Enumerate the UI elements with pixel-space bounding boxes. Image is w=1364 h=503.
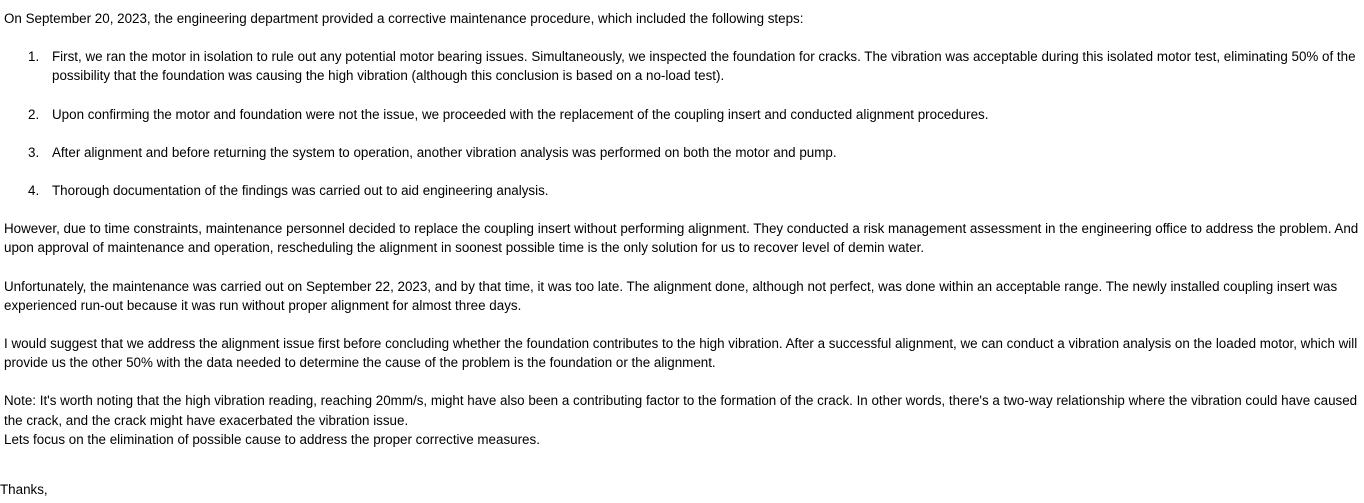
step-number: 2.: [28, 106, 40, 122]
step-text: Upon confirming the motor and foundation were not the issue, we proceeded with the replacement of the coupling insert and conducted alignment procedures.: [52, 106, 989, 122]
procedure-steps-list: [4, 47, 1360, 200]
suggestion-paragraph: I would suggest that we address the alignment issue first before concluding whether the foundation contributes to the high vibration. After a successful alignment, we can conduct a vibration analysis on the loaded motor, which will provide us the other 50% with the data needed to determine the cause of the problem is the foundation or the alignment.: [4, 336, 1358, 371]
step-text: Thorough documentation of the findings was carried out to aid engineering analysis.: [52, 183, 549, 199]
list-item: [4, 105, 1360, 124]
intro-paragraph: On September 20, 2023, the engineering department provided a corrective maintenance procedure, which included the following steps:: [4, 11, 804, 26]
closing-line: Thanks,: [0, 482, 48, 497]
step-number: 3.: [28, 144, 40, 160]
step-number: 4.: [28, 183, 40, 199]
step-number: 1.: [28, 49, 40, 65]
note-paragraph: Note: It's worth noting that the high vibration reading, reaching 20mm/s, might have also been a contributing factor to the formation of the crack. In other words, there's a two-way relationship where the vibration could have caused the crack, and the crack might have exacerbated the vibration issue.: [4, 393, 1358, 428]
step-text: First, we ran the motor in isolation to rule out any potential motor bearing issues. Simultaneously, we inspected the foundation for cracks. The vibration was acceptable during this isolated motor test, eliminating 50% of the possibility that the foundation was causing the high vibration (although this conclusion is based on a no-load test).: [52, 49, 1356, 84]
list-item: [4, 143, 1360, 162]
maintenance-outcome-paragraph: Unfortunately, the maintenance was carried out on September 22, 2023, and by that time, it was too late. The alignment done, although not perfect, was done within an acceptable range. The newly installed coupling insert was experienced run-out because it was run without proper alignment for almost three days.: [4, 278, 1338, 313]
list-item: [4, 47, 1360, 85]
list-item: [4, 181, 1360, 200]
focus-line: Lets focus on the elimination of possible cause to address the proper corrective measures.: [4, 431, 540, 447]
time-constraints-paragraph: However, due to time constraints, maintenance personnel decided to replace the coupling insert without performing alignment. They conducted a risk management assessment in the engineering office to address the problem. And upon approval of maintenance and operation, rescheduling the alignment in soonest possible time is the only solution for us to recover level of demin water.: [4, 221, 1359, 256]
step-text: After alignment and before returning the system to operation, another vibration analysis was performed on both the motor and pump.: [52, 144, 837, 160]
email-body: [4, 9, 1360, 449]
